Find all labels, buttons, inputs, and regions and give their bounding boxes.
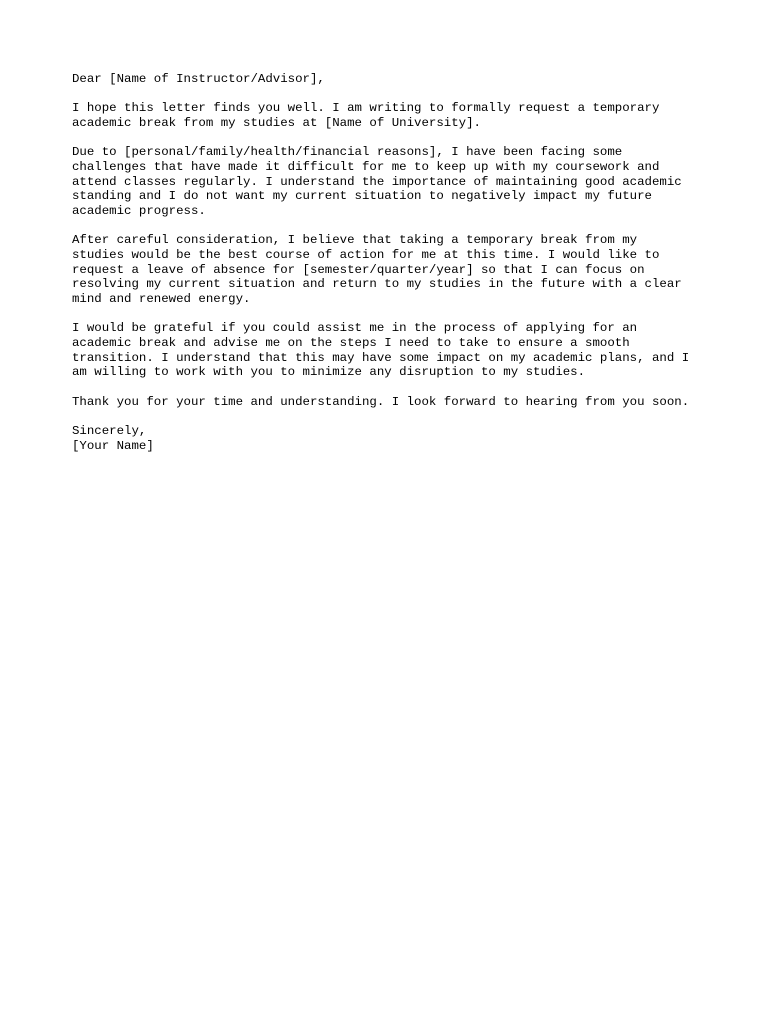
paragraph-line: Thank you for your time and understanding. I look forward to hearing from you soon. [72,394,690,409]
closing-line: Sincerely, [72,423,147,438]
salutation [72,72,712,87]
paragraph-line: attend classes regularly. I understand the importance of maintaining good academic [72,174,682,189]
paragraph-line: I would be grateful if you could assist me in the process of applying for an [72,321,638,336]
paragraph-line: challenges that have made it difficult for me to keep up with my coursework and [72,159,660,174]
paragraph-line: academic break and advise me on the steps I need to take to ensure a smooth [72,336,630,350]
paragraph-line: am willing to work with you to minimize any disruption to my studies. [72,365,586,380]
paragraph-line: request a leave of absence for [semester/quarter/year] so that I can focus on [72,262,645,277]
paragraph-line: academic progress. [72,204,206,218]
paragraph-decision [72,233,712,306]
salutation-line: Dear [Name of Instructor/Advisor], [72,72,325,86]
letter-page [72,72,712,453]
paragraph-request [72,321,712,380]
paragraph-line: transition. I understand that this may have some impact on my academic plans, and I [72,350,690,365]
paragraph-line: mind and renewed energy. [72,292,251,307]
paragraph-line: resolving my current situation and return to my studies in the future with a clear [72,277,682,292]
paragraph-reasons [72,145,712,218]
paragraph-line: academic break from my studies at [Name of University]. [72,115,481,130]
paragraph-line: I hope this letter finds you well. I am writing to formally request a temporary [72,101,660,116]
paragraph-line: After careful consideration, I believe that taking a temporary break from my [72,233,638,248]
paragraph-intro [72,101,712,130]
closing-block [72,424,712,453]
paragraph-thanks [72,395,712,410]
paragraph-line: standing and I do not want my current situation to negatively impact my future [72,189,652,204]
paragraph-line: Due to [personal/family/health/financial reasons], I have been facing some [72,145,623,160]
paragraph-line: studies would be the best course of action for me at this time. I would like to [72,247,660,262]
signature-line: [Your Name] [72,438,154,453]
